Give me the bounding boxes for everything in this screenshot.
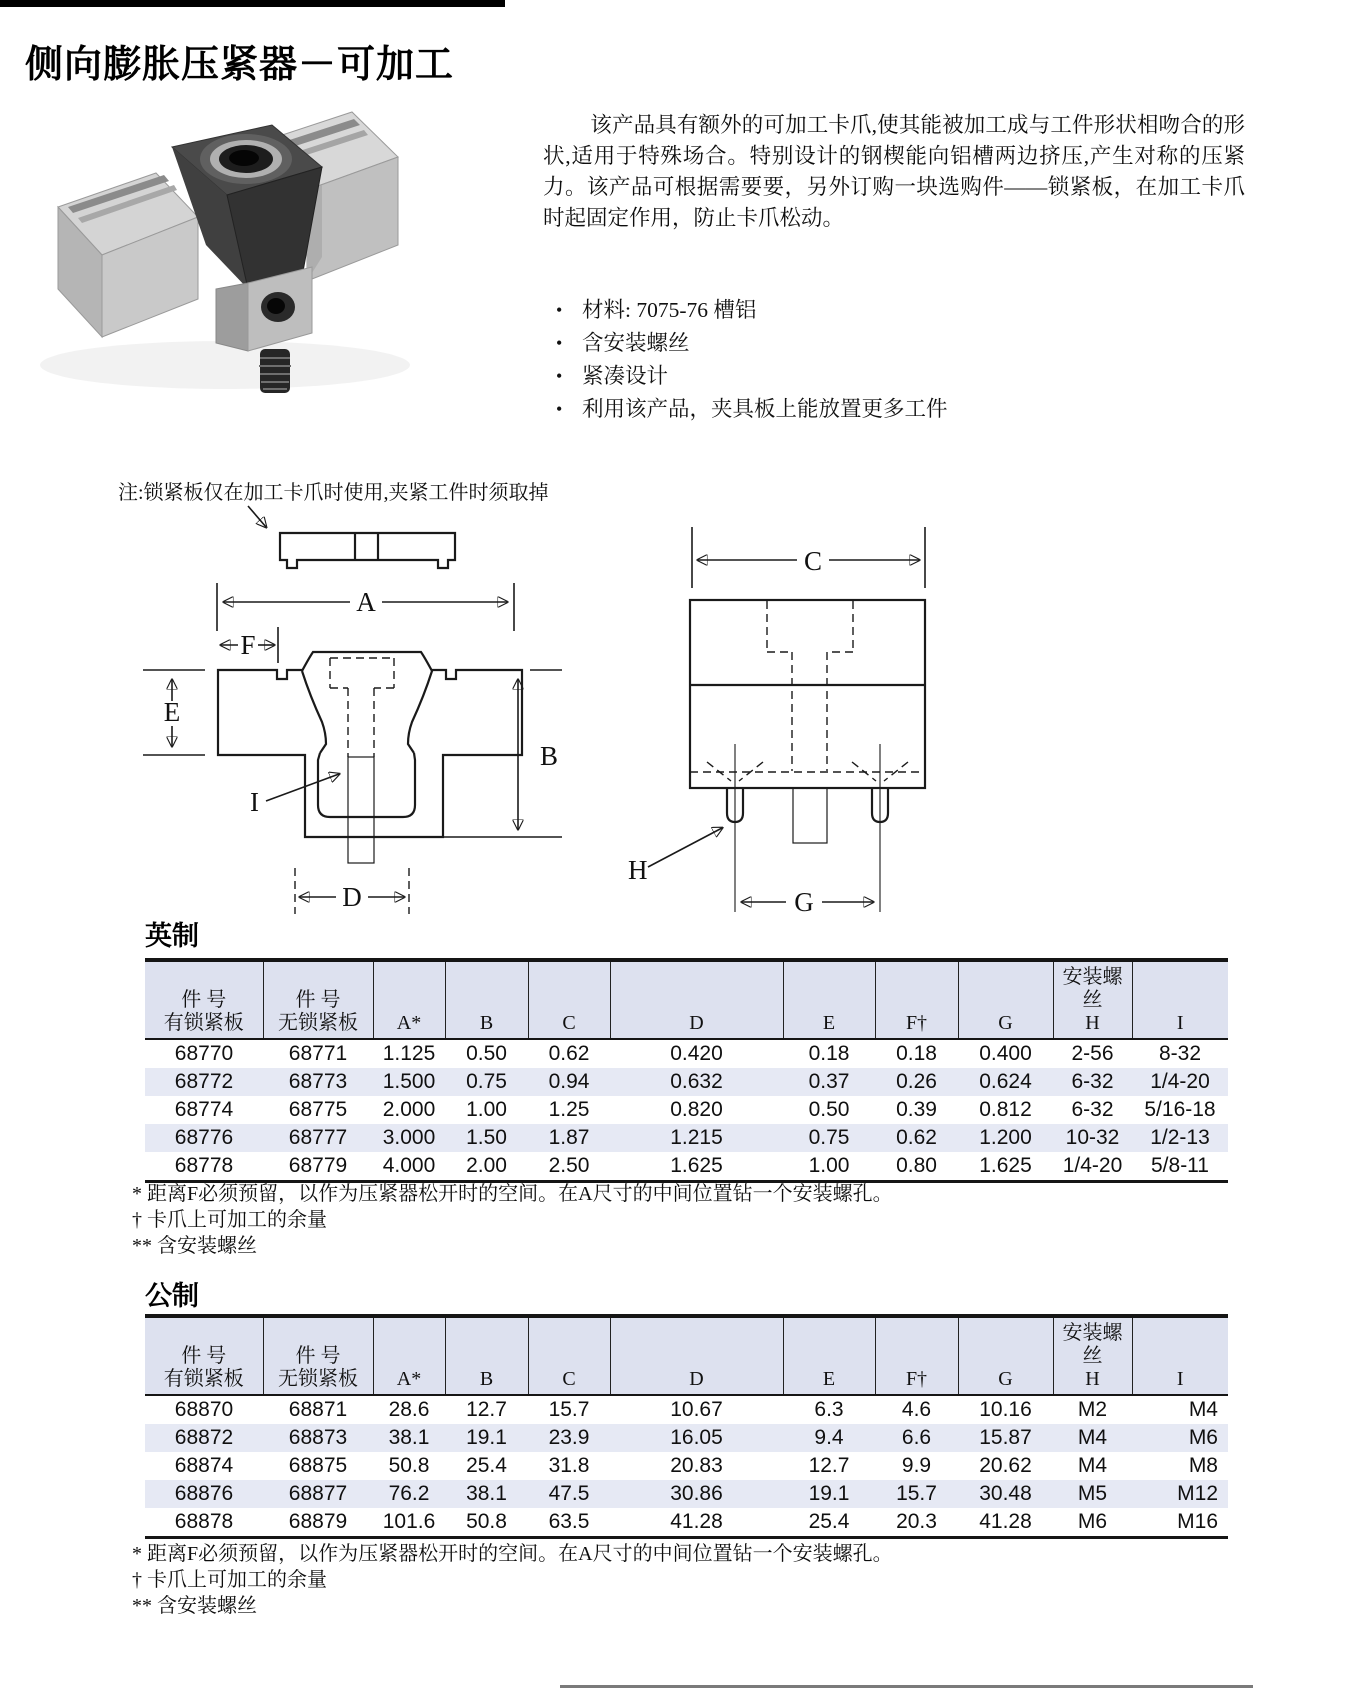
column-header: 件 号 有锁紧板 bbox=[145, 1316, 263, 1395]
table-cell: 1/4-20 bbox=[1062, 1154, 1123, 1177]
table-cell: 63.5 bbox=[548, 1510, 590, 1533]
table-row bbox=[145, 1424, 1228, 1452]
table-cell: 0.420 bbox=[670, 1042, 723, 1065]
table-cell: 20.62 bbox=[979, 1454, 1032, 1477]
table-cell: 16.05 bbox=[610, 1424, 783, 1452]
table-row bbox=[145, 1039, 1228, 1068]
dim-label-e: E bbox=[163, 697, 181, 727]
list-item bbox=[556, 360, 1246, 393]
table-cell: 47.5 bbox=[528, 1480, 610, 1508]
feature-list bbox=[556, 294, 1246, 426]
table-cell: 68875 bbox=[288, 1454, 348, 1477]
table-cell: 68877 bbox=[263, 1480, 373, 1508]
table-cell: 1.500 bbox=[373, 1068, 445, 1096]
column-header: B bbox=[445, 960, 528, 1039]
table-cell: 20.83 bbox=[670, 1454, 723, 1477]
column-header: E bbox=[783, 960, 875, 1039]
table-cell: 50.8 bbox=[466, 1510, 507, 1533]
table-cell: 6.3 bbox=[814, 1398, 844, 1421]
bullet-icon: • bbox=[556, 333, 563, 353]
table-cell: M4 bbox=[1053, 1424, 1132, 1452]
table-cell: 0.50 bbox=[808, 1098, 850, 1121]
metric-spec-table bbox=[145, 1314, 1228, 1539]
table-cell: M6 bbox=[1132, 1424, 1228, 1452]
table-cell: 2.00 bbox=[466, 1154, 507, 1177]
table-cell: 1.00 bbox=[466, 1098, 507, 1121]
list-item bbox=[556, 294, 1246, 327]
table-cell: 1/4-20 bbox=[1132, 1068, 1228, 1096]
table-cell: 0.624 bbox=[958, 1068, 1053, 1096]
table-row bbox=[145, 1068, 1228, 1096]
bottom-divider-bar bbox=[560, 1685, 1253, 1688]
list-item bbox=[556, 327, 1246, 360]
table-cell: 68776 bbox=[145, 1124, 263, 1152]
dim-label-g: G bbox=[794, 887, 814, 917]
table-cell: 0.632 bbox=[610, 1068, 783, 1096]
table-cell: 19.1 bbox=[783, 1480, 875, 1508]
table-cell: 0.39 bbox=[896, 1098, 937, 1121]
table-row bbox=[145, 1152, 1228, 1182]
column-header: F† bbox=[875, 960, 958, 1039]
table-cell: M2 bbox=[1077, 1398, 1108, 1421]
table-cell: 41.28 bbox=[670, 1510, 723, 1533]
table-cell: 1.00 bbox=[808, 1154, 850, 1177]
table-row bbox=[145, 1508, 1228, 1538]
dim-label-d: D bbox=[342, 882, 362, 912]
table-cell: 68779 bbox=[288, 1154, 348, 1177]
table-cell: 5/16-18 bbox=[1144, 1098, 1216, 1121]
table-cell: 25.4 bbox=[808, 1510, 850, 1533]
table-cell: 68774 bbox=[174, 1098, 234, 1121]
table-cell: 1.215 bbox=[610, 1124, 783, 1152]
column-header: 件 号 无锁紧板 bbox=[263, 1316, 373, 1395]
table-cell: 0.62 bbox=[875, 1124, 958, 1152]
table-cell: 1.200 bbox=[958, 1124, 1053, 1152]
table-cell: 0.26 bbox=[875, 1068, 958, 1096]
table-cell: 0.50 bbox=[466, 1042, 507, 1065]
table-cell: 0.400 bbox=[979, 1042, 1032, 1065]
table-cell: 4.6 bbox=[901, 1398, 932, 1421]
column-header: D bbox=[610, 1316, 783, 1395]
table-cell: 68777 bbox=[263, 1124, 373, 1152]
table-cell: 28.6 bbox=[388, 1398, 430, 1421]
table-cell: 68878 bbox=[174, 1510, 234, 1533]
dim-label-a: A bbox=[356, 587, 376, 617]
table-cell: 2.50 bbox=[548, 1154, 590, 1177]
table-cell: 68770 bbox=[174, 1042, 234, 1065]
table-cell: 68773 bbox=[263, 1068, 373, 1096]
table-cell: 10.67 bbox=[670, 1398, 723, 1421]
table-cell: 68871 bbox=[288, 1398, 348, 1421]
table-cell: 68876 bbox=[145, 1480, 263, 1508]
table-cell: 0.18 bbox=[896, 1042, 937, 1065]
table-cell: 68778 bbox=[174, 1154, 234, 1177]
table-cell: 0.62 bbox=[548, 1042, 590, 1065]
table-cell: 9.9 bbox=[901, 1454, 932, 1477]
column-header: B bbox=[445, 1316, 528, 1395]
table-cell: 68874 bbox=[174, 1454, 234, 1477]
table-cell: M5 bbox=[1053, 1480, 1132, 1508]
table-cell: 6-32 bbox=[1071, 1098, 1114, 1121]
section-heading-imperial: 英制 bbox=[145, 921, 199, 951]
table-cell: 50.8 bbox=[388, 1454, 430, 1477]
table-cell: 1/2-13 bbox=[1132, 1124, 1228, 1152]
table-cell: 0.820 bbox=[670, 1098, 723, 1121]
column-header: C bbox=[528, 1316, 610, 1395]
dim-label-c: C bbox=[803, 546, 823, 576]
table-cell: 1.125 bbox=[382, 1042, 436, 1065]
page-title: 侧向膨胀压紧器－可加工 bbox=[25, 44, 455, 87]
dimension-diagrams bbox=[40, 460, 1160, 920]
column-header: D bbox=[610, 960, 783, 1039]
table-cell: 68872 bbox=[145, 1424, 263, 1452]
table-row bbox=[145, 1452, 1228, 1480]
table-cell: 68879 bbox=[288, 1510, 348, 1533]
table-cell: 68775 bbox=[288, 1098, 348, 1121]
table-cell: 9.4 bbox=[783, 1424, 875, 1452]
column-header: 安装螺丝 H bbox=[1053, 1316, 1132, 1395]
table-cell: 0.18 bbox=[808, 1042, 850, 1065]
table-cell: M12 bbox=[1132, 1480, 1228, 1508]
table-cell: M16 bbox=[1177, 1510, 1218, 1533]
diagram-note: 注:锁紧板仅在加工卡爪时使用,夹紧工件时须取掉 bbox=[118, 482, 549, 504]
table-cell: 12.7 bbox=[808, 1454, 850, 1477]
column-header: C bbox=[528, 960, 610, 1039]
table-cell: 4.000 bbox=[382, 1154, 436, 1177]
table-cell: 6.6 bbox=[875, 1424, 958, 1452]
column-header: 件 号 无锁紧板 bbox=[263, 960, 373, 1039]
feature-text: 材料: 7075-76 槽铝 bbox=[582, 298, 757, 322]
column-header: F† bbox=[875, 1316, 958, 1395]
footnote: ** 含安装螺丝 bbox=[132, 1595, 257, 1617]
table-cell: 1.625 bbox=[670, 1154, 723, 1177]
table-cell: 5/8-11 bbox=[1151, 1154, 1209, 1177]
table-cell: 15.7 bbox=[875, 1480, 958, 1508]
table-cell: 10-32 bbox=[1053, 1124, 1132, 1152]
footnote: † 卡爪上可加工的余量 bbox=[132, 1209, 327, 1231]
dim-label-f: F bbox=[240, 630, 256, 660]
table-cell: 68771 bbox=[288, 1042, 348, 1065]
table-cell: 31.8 bbox=[548, 1454, 590, 1477]
table-cell: M8 bbox=[1188, 1454, 1218, 1477]
table-row bbox=[145, 1395, 1228, 1424]
dim-label-b: B bbox=[540, 741, 559, 771]
table-row bbox=[145, 1124, 1228, 1152]
table-cell: 30.86 bbox=[610, 1480, 783, 1508]
table-cell: 0.812 bbox=[979, 1098, 1032, 1121]
table-cell: 1.25 bbox=[548, 1098, 590, 1121]
list-item bbox=[556, 393, 1246, 426]
imperial-spec-table bbox=[145, 958, 1228, 1183]
bullet-icon: • bbox=[556, 399, 563, 419]
table-cell: 8-32 bbox=[1158, 1042, 1202, 1065]
table-cell: M6 bbox=[1077, 1510, 1108, 1533]
column-header: I bbox=[1132, 1316, 1228, 1395]
table-cell: 0.75 bbox=[783, 1124, 875, 1152]
table-cell: 1.625 bbox=[979, 1154, 1032, 1177]
table-cell: 12.7 bbox=[466, 1398, 507, 1421]
bullet-icon: • bbox=[556, 366, 563, 386]
table-cell: 68870 bbox=[174, 1398, 234, 1421]
table-cell: M4 bbox=[1077, 1454, 1108, 1477]
dim-label-h: H bbox=[628, 855, 648, 885]
table-cell: 25.4 bbox=[466, 1454, 507, 1477]
bullet-icon: • bbox=[556, 300, 563, 320]
column-header: 件 号 有锁紧板 bbox=[145, 960, 263, 1039]
table-cell: M4 bbox=[1188, 1398, 1218, 1421]
column-header: G bbox=[958, 1316, 1053, 1395]
table-cell: 68772 bbox=[145, 1068, 263, 1096]
table-cell: 19.1 bbox=[445, 1424, 528, 1452]
table-cell: 0.94 bbox=[528, 1068, 610, 1096]
feature-text: 含安装螺丝 bbox=[582, 331, 690, 355]
footnote: * 距离F必须预留，以作为压紧器松开时的空间。在A尺寸的中间位置钻一个安装螺孔。 bbox=[132, 1543, 893, 1565]
table-cell: 2-56 bbox=[1071, 1042, 1114, 1065]
table-cell: 15.87 bbox=[958, 1424, 1053, 1452]
table-cell: 20.3 bbox=[896, 1510, 937, 1533]
table-row bbox=[145, 1096, 1228, 1124]
table-cell: 1.50 bbox=[445, 1124, 528, 1152]
table-cell: 68873 bbox=[263, 1424, 373, 1452]
table-cell: 3.000 bbox=[373, 1124, 445, 1152]
table-cell: 0.75 bbox=[445, 1068, 528, 1096]
feature-text: 利用该产品，夹具板上能放置更多工件 bbox=[582, 397, 948, 421]
column-header: A* bbox=[373, 960, 445, 1039]
column-header: G bbox=[958, 960, 1053, 1039]
section-heading-metric: 公制 bbox=[145, 1281, 199, 1311]
table-cell: 38.1 bbox=[373, 1424, 445, 1452]
footnote: ** 含安装螺丝 bbox=[132, 1235, 257, 1257]
product-description: 该产品具有额外的可加工卡爪,使其能被加工成与工件形状相吻合的形状,适用于特殊场合。特别设计的钢楔能向铝槽两边挤压,产生对称的压紧力。该产品可根据需要要，另外订购一块选购件——锁紧板，在加工卡爪时起固定作用，防止卡爪松动。 bbox=[543, 112, 1245, 230]
table-cell: 1.87 bbox=[528, 1124, 610, 1152]
product-photo bbox=[20, 85, 440, 405]
table-cell: 41.28 bbox=[979, 1510, 1032, 1533]
table-cell: 0.37 bbox=[783, 1068, 875, 1096]
column-header: A* bbox=[373, 1316, 445, 1395]
table-cell: 23.9 bbox=[528, 1424, 610, 1452]
footnote: * 距离F必须预留，以作为压紧器松开时的空间。在A尺寸的中间位置钻一个安装螺孔。 bbox=[132, 1183, 893, 1205]
metric-footnotes bbox=[132, 1541, 893, 1619]
table-cell: 0.80 bbox=[896, 1154, 937, 1177]
feature-text: 紧凑设计 bbox=[582, 364, 669, 388]
imperial-footnotes bbox=[132, 1181, 893, 1259]
top-divider-bar bbox=[0, 0, 505, 7]
column-header: 安装螺丝 H bbox=[1053, 960, 1132, 1039]
table-cell: 10.16 bbox=[979, 1398, 1032, 1421]
table-cell: 15.7 bbox=[548, 1398, 590, 1421]
table-cell: 101.6 bbox=[382, 1510, 436, 1533]
table-row bbox=[145, 1480, 1228, 1508]
table-cell: 38.1 bbox=[445, 1480, 528, 1508]
column-header: I bbox=[1132, 960, 1228, 1039]
footnote: † 卡爪上可加工的余量 bbox=[132, 1569, 327, 1591]
table-cell: 76.2 bbox=[373, 1480, 445, 1508]
column-header: E bbox=[783, 1316, 875, 1395]
dim-label-i: I bbox=[250, 787, 259, 817]
table-cell: 6-32 bbox=[1053, 1068, 1132, 1096]
table-cell: 30.48 bbox=[958, 1480, 1053, 1508]
table-cell: 2.000 bbox=[382, 1098, 436, 1121]
